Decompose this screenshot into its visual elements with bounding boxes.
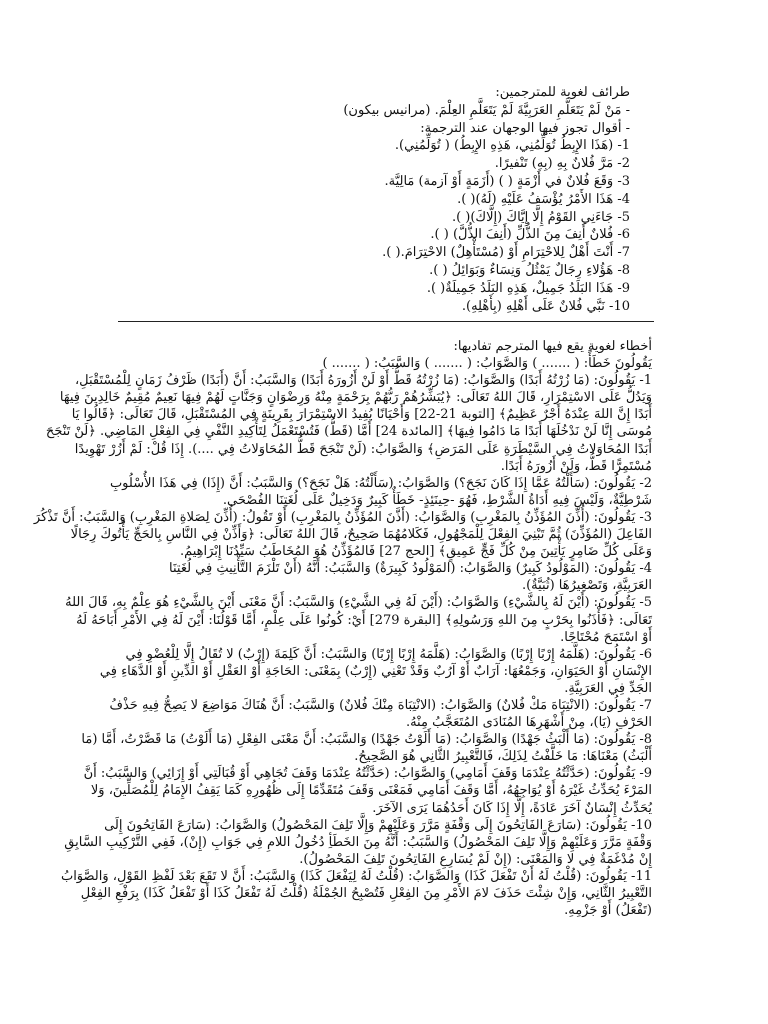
section1-line: - مَنْ لَمْ يَتَعَلَّمِ العَرَبِيَّةَ لَمْ يَتَعَلَّمِ العِلْمَ. (مرانيس بيكون) (343, 102, 630, 118)
section2-line: 4- يَقُولُونَ: (المَوْلُودُ كَبِيرٌ) وَالصَّوَابُ: (المَوْلُودُ كَبِيرَةٌ) وَالسَّبَبُ: أَنَّهُ (أَنْ تَلْزَمَ التَّأْنِيثِ فِي لُغَتِنَا (169, 561, 652, 577)
section2-line: الجَدِّ فِي العَرَبِيَّةِ. (564, 680, 652, 696)
section2-line: 5- يَقُولُونَ: (أَيْنَ لَهُ بِالشَّيْءِ) وَالصَّوَابُ: (أَيْنَ لَهُ فِي الشَّيْءِ) وَالسَّبَبُ: أَنَّ مَعْنَى أَيْنَ بِالشَّيْءِ هُوَ عِلْمٌ بِهِ، قَالَ اللهُ (65, 595, 652, 611)
section2-line: شَرْطِيَّةٌ، وَلَيْسَ فِيهِ أَدَاةُ الشَّرْطِ، فَهُوَ -حِينَئِذٍ- خَطَأٌ كَبِيرٌ وَدَخِيلٌ عَلَى لُغَتِنَا الفُصْحَى. (222, 492, 652, 508)
section2-line: 11- يَقُولُونَ: (قُلْتُ لَهُ أَنْ تَفْعَلَ كَذَا) وَالصَّوَابُ: (قُلْتُ لَهُ لِيَفْعَلَ كَذَا) وَالسَّبَبُ: أَنَّ لا تَقَعَ بَعْدَ لَفْظِ القَوْلِ، وَالصَّوَابُ (60, 868, 652, 884)
section2-line: العَرَبِيَّةِ، وَتَصْغِيرُهَا (ثُبَيَّةٌ). (521, 578, 652, 594)
section2-line: أَبَدًا المُحَاوَلاتُ فِي السَّيْطَرَةِ عَلَى المَرَضِ﴾ وَالصَّوَابُ: (لَنْ تَنْجَحَ قَطُّ المُحَاوَلاتُ فِي ....). إِذَا قُلْ: لَمْ أَزُرْ تَهْوِيدًا (74, 441, 652, 457)
section2-line: أَوْ اسْتَمَحَ مُحْتَاجًا. (560, 629, 652, 645)
section1-line: 3- وَقَعَ فُلانٌ في أَزْمَةٍ ( ) (أَزَمَةٍ أَوْ آزمة) مَالِيَّة. (384, 173, 630, 189)
section2-line: المَرْءَ يُحَدِّثُ غَيْرَهُ أَوْ يُوَاجِهُهُ، أَمَّا وَقَفَ أَمَامِي فَمَعْنَى وَقَفَ مُتَقَدِّمًا إِلَى ظُهُورِهِ كَمَا يَقِفُ الإِمَامُ لِلْمُصَلِّينَ، وَلا (90, 783, 652, 799)
section1-line: 10- نَبَّي فُلانٌ عَلَى أَهْلِهِ (بِأَهْلِهِ). (461, 298, 630, 314)
section2-line: 2- يَقُولُونَ: (سَأَلْتُهُ عَمَّا إِذَا كَانَ نَجَحَ؟) وَالصَّوَابُ: (سَأَلْتُهُ: هَلْ نَجَحَ؟) وَالسَّبَبُ: أَنَّ (إِذَا) فِي هَذَا الأُسْلُوبِ (109, 475, 652, 491)
section2-line: مُوسَى إِنَّا لَنْ نَدْخُلَهَا أَبَدًا مَا دَامُوا فِيهَا﴾ [المائدة 24] أَمَّا (قَطُّ) فَتُسْتَعْمَلُ لِتَأْكِيدِ النَّفْيِ فِي الفِعْلِ المَاضِي. ﴿لَنْ تَنْجَحَ (45, 424, 652, 440)
section2-line: أَبَدًا إِنَّ اللهَ عِنْدَهُ أَجْرٌ عَظِيمٌ﴾ [التوبة 21-22] وَأَحْيَانًا يُفِيدُ الاسْتِمْرَارَ بِقَرِينَةٍ فِي المُسْتَقْبَلِ، قَالَ تَعَالَى: ﴿قَالُوا يَا (71, 407, 652, 423)
common-errors-section (33, 338, 652, 919)
section2-line: الإِنْسَانِ أَوْ الحَيَوَانِ، وَجَمْعُهَا: آرَابٌ أَوْ آرُبٌ وَقَدْ تَعْنِي (إِرْبٌ) بِمَعْنَى: الحَاجَةِ أَوْ العَقْلِ أَوْ الدِّينِ أَوْ الدَّهَاءِ فِي (99, 663, 652, 679)
section2-line: إِنْ مُدْغَمَةٌ فِي لا وَالمَعْنَى: (إِنْ لَمْ يُسَارِعِ الفَاتِحُونَ تَلِفَ المَحْصُولُ). (299, 851, 652, 867)
section1-heading: طرائف لغوية للمترجمين: (495, 85, 630, 100)
section1-line: 1- (هَذَا الإِبِطُ تُوَلِّمُنِي، هَذِهِ الإِبِطُ) ( تُوَلِّمُنِي). (394, 138, 630, 154)
section1-line: 5- جَاءَنِي القَوْمُ إِلَّا إِيَّاكَ (إِلَّاكَ)( ). (451, 209, 630, 225)
section2-line: مُسْتَمِرًّا قَطُّ، وَلَنْ أَزُورَهُ أَبَدًا. (500, 458, 652, 474)
section1-line: 9- هَذَا البَلَدُ جَمِيلٌ، هَذِهِ البَلَدُ جَمِيلَةٌ( ). (426, 280, 630, 296)
section2-line: 8- يَقُولُونَ: (مَا أَلْبَثُ جَهْدًا) وَالصَّوَابُ: (مَا أَلَوْتُ جَهْدًا) وَالسَّبَبُ: أَنَّ مَعْنَى الفِعْلِ (مَا أَلَوْتُ) مَا قَصَّرْتُ، أَمَّا (مَا (81, 732, 652, 748)
section2-line: يَقُولُونَ خَطَأً: ( ....... ) وَالصَّوَابُ: ( ....... ) وَالسَّبَبُ: ( ....... ) (322, 356, 652, 372)
linguistic-curiosities-section (343, 84, 630, 315)
section2-line: تَعَالَى: ﴿فَأْذَنُوا بِحَرْبٍ مِنَ اللهِ وَرَسُولِهِ﴾ [البقرة 279] أَيْ: كُونُوا عَلَى عِلْمٍ، أَمَّا قَوْلُنَا: أَيْنَ لَهُ فِي الأَمْرِ أَبَاحَهُ لَهُ (76, 612, 652, 628)
section2-line: 9- يَقُولُونَ: (حَدَّثْتُهُ عِنْدَمَا وَقَفَ أَمَامِي) وَالصَّوَابُ: (حَدَّثْتُهُ عِنْدَمَا وَقَفَ تُجَاهِي أَوْ قُبَالَتِي أَوْ إِزَائِي) وَالسَّبَبُ: أَنَّ (83, 766, 652, 782)
section2-line: الفَاعِلَ (المُؤَذِّنَ) ثُمَّ تَبْنِيَ الفِعْلَ لِلْمَجْهُولِ، فَكَلامُهُمَا صَحِيحٌ، قَالَ اللهُ تَعَالَى: ﴿وَأَذِّنْ فِي النَّاسِ بِالحَجِّ يَأْتُوكَ رِجَالًا (70, 527, 652, 543)
section2-line: وَيَدُلُّ عَلَى الاسْتِمْرَارِ، قَالَ اللهُ تَعَالَى: ﴿يُبَشِّرُهُمْ رَبُّهُمْ بِرَحْمَةٍ مِنْهُ وَرِضْوَانٍ وَجَنَّاتٍ لَهُمْ فِيهَا نَعِيمٌ مُقِيمٌ خَالِدِينَ فِيهَا (59, 390, 652, 406)
section2-line: 3- يَقُولُونَ: (أُذِّنَ المُؤَذِّنُ بِالمَغْرِبِ) وَالصَّوَابُ: (أَذَّنَ المُؤَذِّنُ بِالمَغْرِبِ) أَوْ تَقُولُ: (أُذِّنَ لِصَلاةِ المَغْرِبِ) وَالسَّبَبُ: أَنَّ تَذْكُرَ (33, 509, 652, 525)
section2-line: التَّعْبِيرُ الثَّانِي، وَإِنْ شِئْتَ حَذَفَ لامَ الأَمْرِ مِنَ الفِعْلِ فَتُصْبِحُ الجُمْلَةُ (قُلْتُ لَهُ تَفْعَلُ كَذَا أَوْ تَفْعَلُ كَذَا) بِرَفْعِ الفِعْلِ (80, 886, 652, 901)
section-divider (118, 321, 654, 322)
section2-line: الحَرْفِ (يَا)، مِنْ أَشْهَرِهَا المُنَادَى المُتَعَجَّبُ مِنْهُ. (405, 715, 652, 731)
section2-line: (تَفْعَلُ) أَوْ جَزْمِهِ. (564, 903, 652, 919)
section2-heading: أخطاء لغوية يقع فيها المترجم تفاديها: (453, 339, 652, 354)
section2-line: يُحَدِّثُ إِنْسَانٌ آخَرَ عَادَةً، إِلَّا إِذَا كَانَ أَحَدُهُمَا يَرَى الآخَرَ. (372, 800, 652, 816)
section2-line: 7- يَقُولُونَ: (الانْتِبَاهَ مَكْ فُلانٌ) وَالصَّوَابُ: (الانْتِبَاهَ مِنْكَ فُلانٌ) وَالسَّبَبُ: أَنَّ هُنَاكَ مَوَاضِعَ لا يَصِحُّ فِيهِ حَذْفُ (109, 697, 652, 713)
section1-line: - أقوال تجوز فيها الوجهان عند الترجمة: (420, 120, 630, 136)
section1-line: 6- فُلانٌ أَنِفَ مِنَ الذُّلِّ (أَنِفَ الذُّلَّ) ( ). (430, 227, 630, 243)
section2-line: وَقْفَةٍ مَرَّرَ وَعَلَيْهِمْ وَإِلَّا تَلِفَ المَحْصُولُ) وَالسَّبَبُ: أَنَّهُ مِنَ الخَطَأِ دُخُولُ اللامِ فِي جَوَابِ (إِنْ)، فَفِي التَّرْكِيبِ السَّابِقِ (64, 834, 652, 850)
section1-line: 4- هَذَا الأَمْرُ يُؤْسَفُ عَلَيْهِ (لَهُ)( ). (457, 191, 630, 207)
section2-line: 10- يَقُولُونَ: (سَارَعَ الفَاتِحُونَ إِلَى وَقْفَةٍ مَرَّرَ وَعَلَيْهِمْ وَإِلَّا تَلِفَ المَحْصُولُ) وَالصَّوَابُ: (سَارَعَ الفَاتِحُونَ إِلَى (104, 817, 652, 833)
section1-line: 2- مَرَّ فُلانٌ بِهِ (بِهِ) تَنْفيرًا. (494, 156, 630, 172)
section2-line: 6- يَقُولُونَ: (هَلَّمَهُ إِرْبًا إِرْبًا) وَالصَّوَابُ: (هَلَّمَهُ إِرْبًا إِرْبًا) وَالسَّبَبُ: أَنَّ كَلِمَةَ (إِرْبٌ) لا تُقَالُ إِلَّا لِلْعُضْوِ فِي (125, 646, 652, 662)
section1-line: 8- هَؤُلاءِ رِجَالٌ يَمْثُلُ وَنِسَاءٌ وَبَوَائِلُ ( ). (429, 262, 630, 278)
section2-line: أَلْبَثُ) مَعْنَاهَا: مَا خَلَّفْتُ لِذَلِكَ، فَالتَّعْبِيرُ الثَّانِي هُوَ الصَّحِيحُ. (354, 749, 652, 765)
section2-line: 1- يَقُولُونَ: (مَا زُرْتُهُ أَبَدًا) وَالصَّوَابُ: (مَا زُرْتُهُ قَطُّ أَوْ لَنْ أَزُورَهُ أَبَدًا) وَالسَّبَبُ: أَنَّ (أَبَدًا) ظَرْفُ زَمَانٍ لِلْمُسْتَقْبَلِ، (74, 373, 652, 389)
section1-line: 7- أَنْتَ أَهْلٌ لِلاحْتِرَامِ أَوْ (مُسْتَأْهِلٌ) الاحْتِرَامَ.( ). (382, 245, 630, 261)
section2-line: وَعَلَى كُلِّ ضَامِرٍ يَأْتِينَ مِنْ كُلِّ فَجٍّ عَمِيقٍ﴾ [الحج 27] فَالمُؤَذِّنُ هُوَ المُخَاطَبُ سَيِّدُنَا إِبْرَاهِيمُ. (179, 544, 652, 560)
